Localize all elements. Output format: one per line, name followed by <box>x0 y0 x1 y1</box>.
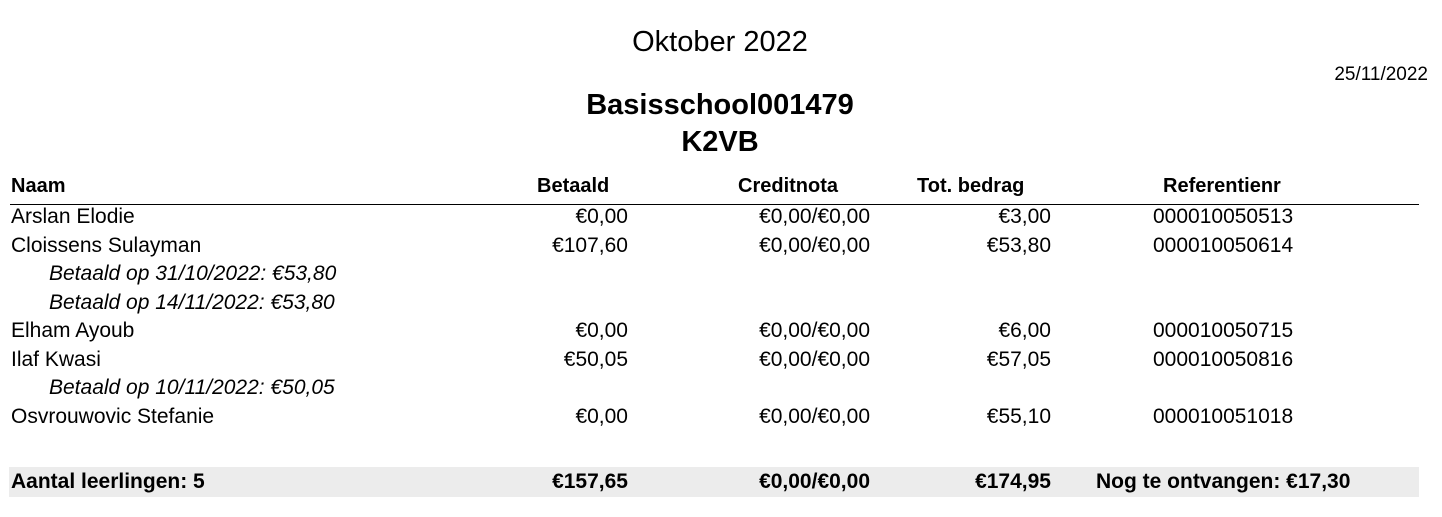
totals-row <box>9 467 1419 497</box>
total-amount: €57,05 <box>986 347 1051 371</box>
student-name: Arslan Elodie <box>11 205 135 228</box>
total-paid: €157,65 <box>552 470 628 493</box>
reference-number: 000010050715 <box>1153 319 1294 342</box>
total-credit: €0,00/€0,00 <box>759 470 870 493</box>
credit-amount: €0,00/€0,00 <box>759 233 870 257</box>
paid-amount: €0,00 <box>575 319 628 342</box>
payment-line <box>0 289 1442 318</box>
table-row <box>0 317 1442 346</box>
student-count: Aantal leerlingen: 5 <box>11 470 205 493</box>
total-amount: €6,00 <box>998 319 1051 342</box>
student-name: Osvrouwovic Stefanie <box>11 404 215 428</box>
paid-amount: €0,00 <box>575 404 628 428</box>
total-amount: €174,95 <box>975 470 1051 493</box>
table-row <box>0 232 1442 261</box>
credit-amount: €0,00/€0,00 <box>759 404 870 428</box>
student-table <box>0 203 1442 431</box>
reference-number: 000010050614 <box>1153 233 1294 257</box>
total-amount: €3,00 <box>998 205 1051 228</box>
payment-detail: Betaald op 14/11/2022: €53,80 <box>49 290 335 314</box>
reference-number: 000010051018 <box>1153 404 1294 428</box>
table-row <box>0 403 1442 432</box>
print-date: 25/11/2022 <box>1334 64 1428 85</box>
total-amount: €55,10 <box>986 404 1051 428</box>
reference-number: 000010050816 <box>1153 347 1294 371</box>
column-header-ref: Referentienr <box>1163 175 1281 197</box>
student-name: Ilaf Kwasi <box>11 347 101 371</box>
paid-amount: €0,00 <box>575 205 628 228</box>
class-name: K2VB <box>681 126 759 158</box>
payment-detail: Betaald op 31/10/2022: €53,80 <box>49 262 337 285</box>
outstanding-amount: Nog te ontvangen: €17,30 <box>1096 470 1351 493</box>
school-name: Basisschool001479 <box>586 89 854 121</box>
column-header-name: Naam <box>11 175 66 197</box>
reference-number: 000010050513 <box>1153 205 1294 228</box>
column-header-total: Tot. bedrag <box>917 175 1025 197</box>
column-header-credit: Creditnota <box>738 175 838 197</box>
paid-amount: €107,60 <box>552 233 628 257</box>
table-row <box>0 203 1442 232</box>
payment-line <box>0 260 1442 289</box>
credit-amount: €0,00/€0,00 <box>759 205 870 228</box>
student-name: Elham Ayoub <box>11 319 135 342</box>
payment-detail: Betaald op 10/11/2022: €50,05 <box>49 376 335 399</box>
paid-amount: €50,05 <box>563 347 628 371</box>
payment-line <box>0 374 1442 403</box>
column-header-paid: Betaald <box>537 175 610 197</box>
total-amount: €53,80 <box>986 233 1051 257</box>
month-title: Oktober 2022 <box>632 26 808 58</box>
table-row <box>0 346 1442 375</box>
student-name: Cloissens Sulayman <box>11 233 202 257</box>
credit-amount: €0,00/€0,00 <box>759 319 870 342</box>
credit-amount: €0,00/€0,00 <box>759 347 870 371</box>
